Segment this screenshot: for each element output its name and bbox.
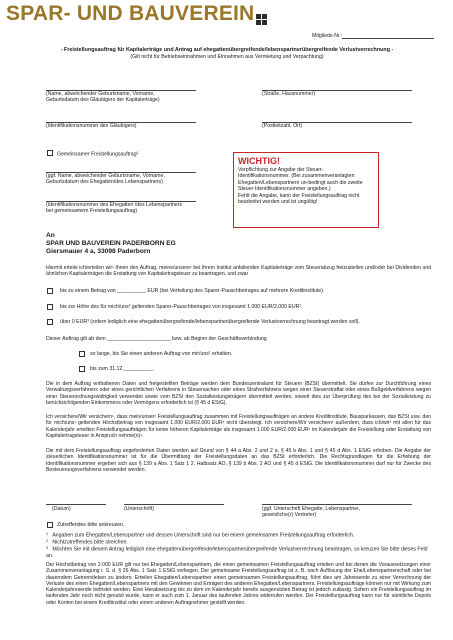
option-amount-checkbox[interactable] bbox=[47, 288, 53, 294]
option-full-label: bis zur Höhe des für mich/uns² geltenden Sparer-Pauschbetrages von insgesamt 1.000 EUR/2.000 EUR¹. bbox=[60, 304, 303, 310]
option-zero-label: über 0 EUR³ (sofern lediglich eine ehegattenübergreifende/lebenspartnerübergreifende Verlustverrechnung beantragt werden soll). bbox=[60, 319, 360, 325]
member-no-label: Mitglieds-Nr.: bbox=[312, 33, 343, 39]
spouse-signature-label: (ggf. Unterschrift Ehegatte, Lebenspartner, gesetzliche(r) Vertreter) bbox=[262, 506, 361, 519]
member-no-field[interactable] bbox=[342, 38, 434, 39]
warning-text-2: Fehlt die Angabe, kann der Freistellungsauftrag nicht bearbeitet werden und ist ungültig! bbox=[238, 193, 360, 206]
spouse-label: (ggf. Name, abweichender Geburtsname, Vorname, Geburtsdatum des Ehegatten/des Lebenspartners) bbox=[46, 173, 165, 186]
logo-text: SPAR- UND BAUVEREIN bbox=[6, 2, 255, 25]
until-date-checkbox[interactable] bbox=[79, 366, 85, 372]
option-full-checkbox[interactable] bbox=[47, 304, 53, 310]
footnote-1: $^1$ Angaben zum Ehegatten/Lebenspartner und dessen Unterschrift sind nur bei einem gemeinsamen Freistellungsauftrag erforderlich. bbox=[46, 532, 355, 539]
warning-title: WICHTIG! bbox=[238, 156, 280, 166]
intro-paragraph: Hiermit erteile ich/erteilen wir¹ Ihnen den Auftrag, meine/unsere¹ bei Ihrem Institut anfallenden Kapitalerträge vom Steuerabzug freizustellen und/oder bei Dividenden und ähnlichen Kapitalerträgen die Erstattung von Kapitalertragsteuer zu beantragen, und zwar bbox=[46, 265, 431, 278]
form-title: - Freistellungsauftrag für Kapitalerträge und Antrag auf ehegattenübergreifende/lebenspartnerübergreifende Verlustverrechnung - bbox=[60, 47, 394, 53]
joint-order-checkbox[interactable] bbox=[47, 150, 53, 156]
address-line-2: Giersmauer 4 a, 33098 Paderborn bbox=[46, 248, 151, 255]
street-label: (Straße, Hausnummer) bbox=[262, 91, 316, 97]
warning-text-1: Verpflichtung zur Angabe der Steuer-Identifikationsnummer. (Bei zusammenveranlagten Ehegatten/Lebenspartnern un-bedingt auch die zweite Steuer-Identifikationsnummer angeben.) bbox=[238, 167, 363, 192]
signature-label: (Unterschrift) bbox=[124, 506, 154, 512]
legend-checkbox bbox=[47, 522, 53, 528]
tin-label: (Identifikationsnummer des Gläubigers) bbox=[46, 123, 137, 129]
assurance-paragraph: Ich versichere/Wir versichern¹, dass mein/unser¹ Freistellungsauftrag zusammen mit Freistellungsaufträgen an andere Kreditinstitute, Bausparkassen, das BZSt usw. den für mich/uns¹ geltenden Höchstbetrag von insgesamt 1.000 EUR/2.000 EUR¹ nicht übersteigt. Ich versichere/Wir versichern¹ außerdem, dass ich/wir¹ mit allen für das Kalenderjahr erteilten Freistellungsaufträgen für keine höheren Kapitalerträge als insgesamt 1.000 EUR/2.000 EUR¹ im Kalenderjahr die Freistellung oder Erstattung von Kapitalertragsteuer in Anspruch nehme(n)¹. bbox=[46, 414, 431, 439]
city-label: (Postleitzahl, Ort) bbox=[262, 123, 303, 129]
name-label: (Name, abweichender Geburtsname, Vorname, Geburtsdatum des Gläubigers der Kapitalerträge) bbox=[46, 91, 160, 104]
spouse-tin-label: (Identifikationsnummer des Ehegatten /des Lebenspartners bei gemeinsamem Freistellungsauftrag) bbox=[46, 202, 183, 215]
address-block bbox=[46, 232, 176, 256]
until-date-label: bis zum 31.12.__________. bbox=[90, 366, 155, 372]
option-zero-checkbox[interactable] bbox=[47, 319, 53, 325]
address-line-1: SPAR UND BAUVEREIN PADERBORN EG bbox=[46, 240, 176, 247]
until-revoked-label: so lange, bis Sie einen anderen Auftrag von mir/uns¹ erhalten. bbox=[90, 351, 233, 357]
footnote-2: $^2$ Nichtzutreffendes bitte streichen. bbox=[46, 539, 128, 546]
option-amount-label: bis zu einem Betrag von __________ EUR (bei Verteilung des Sparer-Pauschbetrages auf mehrere Kreditinstitute). bbox=[60, 288, 325, 294]
address-to: An bbox=[46, 232, 55, 239]
warning-box bbox=[233, 152, 379, 228]
closing-paragraph: Der Höchstbetrag von 2.000 EUR gilt nur bei Ehegatten/Lebenspartnern, die einen gemeinsamen Freistellungsauftrag erteilen und bei denen die Voraussetzungen einer Zusammenveranlagung i. S. d. § 26 Abs. 1 Satz 1 EStG vorliegen. Der gemeinsame Freistellungsauftrag ist z. B. nach Auflösung der Ehe/Lebenspartnerschaft oder bei dauerndem Getrenntleben zu ändern. Erteilen Ehegatten/Lebenspartner einen gemeinsamen Freistellungsauftrag, führt dies am Jahresende zu einer Verrechnung der Verluste des einen Ehegatten/Lebenspartners mit den Gewinnen und Erträgen des anderen Ehegatten/Lebenspartners. Freistellungsaufträge können nur mit Wirkung zum Kalenderjahresende befristet werden. Eine Herabsetzung bis zu dem im Kalenderjahr bereits ausgenutzten Betrag ist jedoch zulässig. Sofern ein Freistellungsauftrag im laufenden Jahr noch nicht genutzt wurde, kann er auch zum 1. Januar des laufenden Jahres widerrufen werden. Der Freistellungsauftrag kann nur für sämtliche Depots oder Konten bei einem Kreditinstitut oder einem anderen Auftragnehmer gestellt werden. bbox=[46, 562, 431, 606]
date-field[interactable] bbox=[46, 504, 106, 505]
joint-order-label: Gemeinsamer Freistellungsauftrag$^1$ bbox=[57, 151, 139, 158]
spouse-signature-field[interactable] bbox=[262, 504, 412, 505]
warning-body bbox=[238, 167, 374, 206]
date-label: (Datum) bbox=[52, 506, 71, 512]
signature-field[interactable] bbox=[124, 504, 224, 505]
footnote-3: $^3$ Möchten Sie mit diesem Antrag lediglich eine ehegattenübergreifende/lebenspartnerübergreifende Verlustverrechnung beantragen, so kreuzen Sie bitte dieses Feld an. bbox=[46, 546, 428, 559]
validity-label: Dieser Auftrag gilt ab dem ______________________ bzw. ab Beginn der Geschäftsverbindung bbox=[46, 336, 267, 342]
data-transfer-paragraph: Die in dem Auftrag enthaltenen Daten und freigestellten Beträge werden dem Bundeszentralamt für Steuern (BZSt) übermittelt. Sie dürfen zur Durchführung eines Verwaltungsverfahrens oder eines gerichtlichen Verfahrens in Steuersachen oder eines Strafverfahrens wegen einer Steuerstraftat oder eines Bußgeldverfahrens wegen einer Steuerordnungswidrigkeit verwendet sowie vom BZSt den Sozialleistungsträgern übermittelt werden, soweit dies zur Überprüfung des bei der Sozialleistung zu berücksichtigenden Einkommens oder Vermögens erforderlich ist (§ 45 d EStG). bbox=[46, 381, 431, 406]
check-note: Zutreffendes bitte ankreuzen. bbox=[57, 522, 125, 528]
form-subtitle: (Gilt nicht für Betriebseinnahmen und Einnahmen aus Vermietung und Verpachtung) bbox=[130, 54, 324, 60]
until-revoked-checkbox[interactable] bbox=[79, 351, 85, 357]
logo bbox=[6, 2, 267, 26]
logo-mark-icon bbox=[256, 14, 267, 25]
legal-basis-paragraph: Die mit dem Freistellungsauftrag angeforderten Daten werden auf Grund von § 44 a Abs. 2 und 2 a, § 45 b Abs. 1 und § 45 d Abs. 1 EStG erhoben. Die Angabe der steuerlichen Identifikationsnummer ist für die Übermittlung der Freistellungsdaten an das BZSt erforderlich. Die Rechtsgrundlagen für die Erhebung der Identifikationsnummer ergeben sich aus § 139 a Abs. 1 Satz 1 2. Halbsatz AO, § 139 b Abs. 2 AO und § 45 d EStG. Die Identifikationsnummer darf nur für Zwecke des Besteuerungsverfahrens verwendet werden. bbox=[46, 448, 431, 473]
